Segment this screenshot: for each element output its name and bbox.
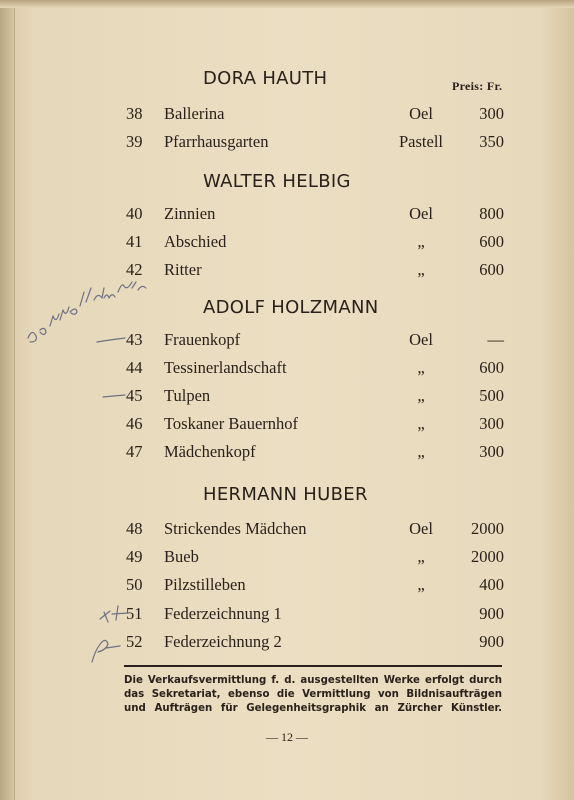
entry-number: 45	[126, 386, 143, 405]
entry-price: 800	[479, 204, 504, 223]
entry-medium: „	[417, 260, 425, 279]
entry-title: Pilzstilleben	[164, 575, 246, 594]
entry-medium: Oel	[409, 330, 433, 349]
entry-price: 600	[479, 232, 504, 251]
entry-title: Ballerina	[164, 104, 225, 123]
entry-title: Bueb	[164, 547, 199, 566]
entry-medium: „	[417, 442, 425, 461]
entry-price: 600	[479, 260, 504, 279]
entry-number: 48	[126, 519, 143, 538]
page-number: — 12 —	[266, 730, 308, 744]
mark-51	[100, 606, 128, 622]
entry-price: 900	[479, 632, 504, 651]
entry-number: 46	[126, 414, 143, 433]
artist-heading: ADOLF HOLZMANN	[203, 297, 379, 318]
entry-price: 400	[479, 575, 504, 594]
entry-title: Pfarrhausgarten	[164, 132, 269, 151]
entry-medium: „	[417, 414, 425, 433]
entry-price: 300	[479, 104, 504, 123]
entry-price: 300	[479, 414, 504, 433]
mark-52	[92, 640, 120, 662]
entry-price: 900	[479, 604, 504, 623]
artist-heading: WALTER HELBIG	[203, 171, 351, 192]
entry-number: 49	[126, 547, 143, 566]
entry-number: 52	[126, 632, 143, 651]
entry-title: Abschied	[164, 232, 227, 251]
entry-price: 600	[479, 358, 504, 377]
entry-price: 2000	[471, 547, 504, 566]
entry-number: 42	[126, 260, 143, 279]
entry-number: 41	[126, 232, 143, 251]
entry-medium: Oel	[409, 204, 433, 223]
entry-medium: „	[417, 575, 425, 594]
handwritten-doppelbildnis	[28, 282, 146, 342]
entry-medium: Oel	[409, 104, 433, 123]
entry-medium: „	[417, 232, 425, 251]
entry-price: 350	[479, 132, 504, 151]
entry-number: 47	[126, 442, 143, 461]
entry-number: 51	[126, 604, 143, 623]
sales-footnote: Die Verkaufsvermittlung f. d. ausgestellten Werke erfolgt durch das Sekretariat, ebenso die Vermittlung von Bildnisaufträgen und Aufträgen für Gelegenheitsgraphik an Zürcher Künstler.	[124, 675, 502, 714]
entry-title: Toskaner Bauernhof	[164, 414, 299, 433]
entry-medium: „	[417, 547, 425, 566]
entry-number: 40	[126, 204, 143, 223]
entry-title: Tulpen	[164, 386, 211, 405]
entry-price: 500	[479, 386, 504, 405]
entry-price: 300	[479, 442, 504, 461]
entry-number: 39	[126, 132, 143, 151]
entry-medium: Oel	[409, 519, 433, 538]
entry-title: Mädchenkopf	[164, 442, 256, 461]
artist-heading: HERMANN HUBER	[203, 484, 368, 505]
entry-title: Zinnien	[164, 204, 216, 223]
entry-number: 38	[126, 104, 143, 123]
entry-title: Federzeichnung 1	[164, 604, 282, 623]
dash-mark-43	[97, 338, 125, 342]
dash-mark-45	[103, 395, 125, 397]
entry-number: 44	[126, 358, 143, 377]
artist-heading: DORA HAUTH	[203, 68, 328, 89]
entry-title: Frauenkopf	[164, 330, 241, 349]
entry-number: 50	[126, 575, 143, 594]
entry-title: Federzeichnung 2	[164, 632, 282, 651]
entry-number: 43	[126, 330, 143, 349]
entry-price: 2000	[471, 519, 504, 538]
entry-price: —	[487, 330, 504, 349]
entry-medium: „	[417, 386, 425, 405]
entry-medium: Pastell	[399, 132, 443, 151]
entry-title: Strickendes Mädchen	[164, 519, 307, 538]
entry-title: Ritter	[164, 260, 202, 279]
entry-title: Tessinerlandschaft	[164, 358, 287, 377]
entry-medium: „	[417, 358, 425, 377]
price-column-label: Preis: Fr.	[452, 79, 503, 93]
